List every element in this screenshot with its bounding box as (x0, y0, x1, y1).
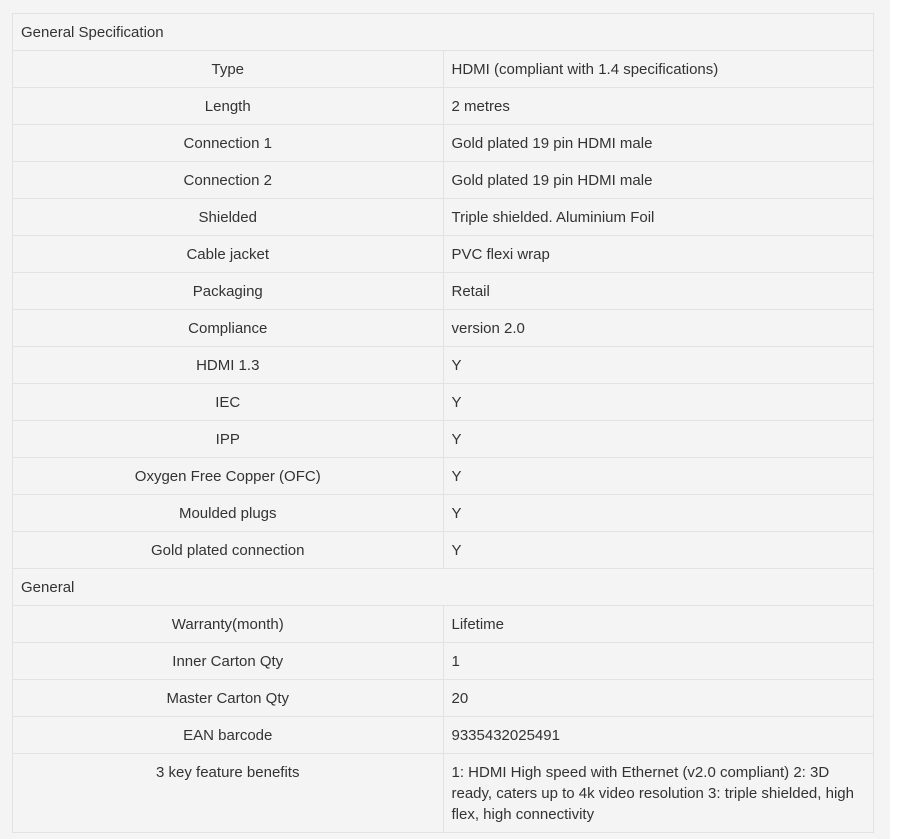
section-header-row (13, 14, 874, 51)
spec-label: Connection 2 (13, 162, 444, 199)
spec-label: 3 key feature benefits (13, 754, 444, 833)
spec-label: Shielded (13, 199, 444, 236)
spec-value: 9335432025491 (443, 717, 874, 754)
table-row (13, 51, 874, 88)
spec-value: 1 (443, 643, 874, 680)
spec-label: Moulded plugs (13, 495, 444, 532)
spec-value: Y (443, 532, 874, 569)
spec-label: Gold plated connection (13, 532, 444, 569)
spec-label: Packaging (13, 273, 444, 310)
table-row (13, 347, 874, 384)
specification-table (12, 13, 874, 833)
table-row (13, 125, 874, 162)
section-header-row (13, 569, 874, 606)
table-row (13, 162, 874, 199)
spec-value: Triple shielded. Aluminium Foil (443, 199, 874, 236)
spec-value: Gold plated 19 pin HDMI male (443, 162, 874, 199)
section-title: General (13, 569, 874, 606)
spec-label: Oxygen Free Copper (OFC) (13, 458, 444, 495)
table-row (13, 458, 874, 495)
spec-value: Y (443, 384, 874, 421)
spec-label: Cable jacket (13, 236, 444, 273)
section-title: General Specification (13, 14, 874, 51)
spec-value: Lifetime (443, 606, 874, 643)
table-row (13, 680, 874, 717)
table-row (13, 199, 874, 236)
table-row (13, 532, 874, 569)
spec-value: 20 (443, 680, 874, 717)
spec-value: Y (443, 495, 874, 532)
table-row (13, 88, 874, 125)
spec-value: Y (443, 347, 874, 384)
table-row (13, 384, 874, 421)
table-row (13, 495, 874, 532)
spec-label: Type (13, 51, 444, 88)
spec-label: Master Carton Qty (13, 680, 444, 717)
table-row (13, 754, 874, 833)
spec-label: IEC (13, 384, 444, 421)
table-row (13, 421, 874, 458)
spec-value: PVC flexi wrap (443, 236, 874, 273)
spec-value: 2 metres (443, 88, 874, 125)
table-row (13, 310, 874, 347)
spec-label: Compliance (13, 310, 444, 347)
spec-label: Length (13, 88, 444, 125)
spec-value: HDMI (compliant with 1.4 specifications) (443, 51, 874, 88)
spec-label: HDMI 1.3 (13, 347, 444, 384)
spec-label: IPP (13, 421, 444, 458)
spec-value: 1: HDMI High speed with Ethernet (v2.0 compliant) 2: 3D ready, caters up to 4k video resolution 3: triple shielded, high flex, high connectivity (443, 754, 874, 833)
spec-label: EAN barcode (13, 717, 444, 754)
spec-label: Connection 1 (13, 125, 444, 162)
table-row (13, 606, 874, 643)
table-row (13, 717, 874, 754)
table-row (13, 236, 874, 273)
spec-label: Warranty(month) (13, 606, 444, 643)
table-row (13, 273, 874, 310)
spec-value: version 2.0 (443, 310, 874, 347)
spec-value: Y (443, 458, 874, 495)
spec-value: Retail (443, 273, 874, 310)
spec-value: Y (443, 421, 874, 458)
spec-value: Gold plated 19 pin HDMI male (443, 125, 874, 162)
table-row (13, 643, 874, 680)
spec-label: Inner Carton Qty (13, 643, 444, 680)
